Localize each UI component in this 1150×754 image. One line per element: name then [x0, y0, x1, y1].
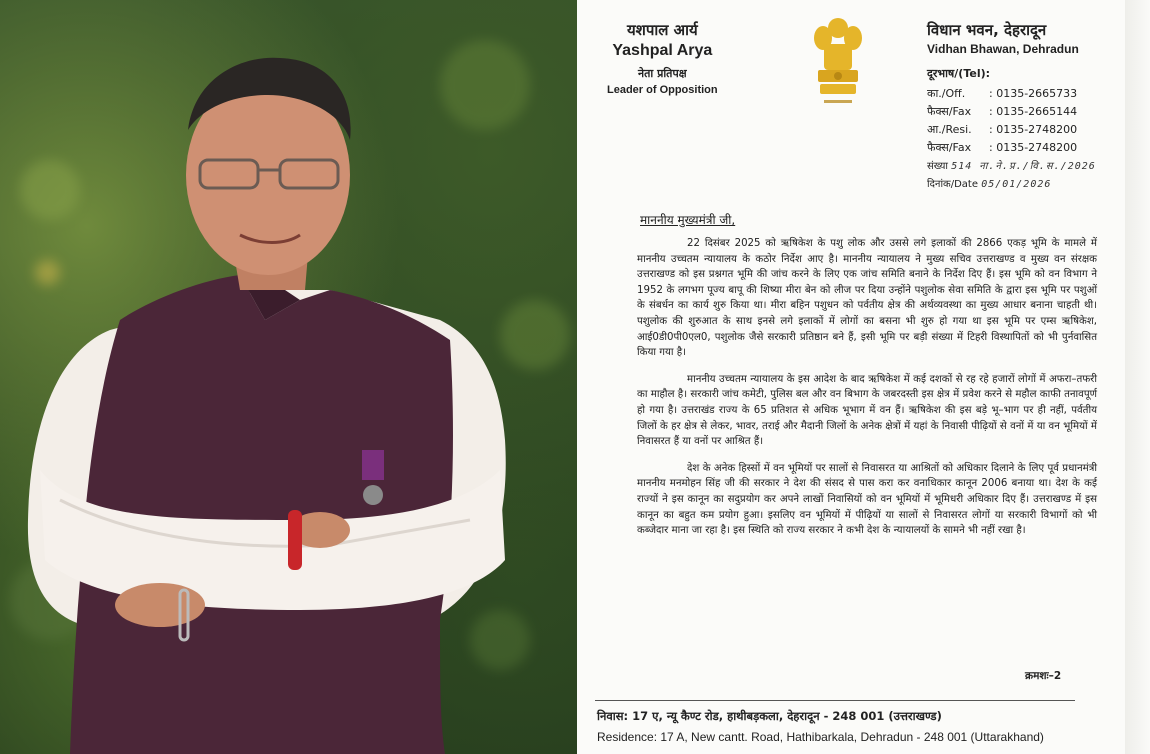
date-value: 05/01/2026: [981, 179, 1052, 190]
phone-row: [927, 139, 1096, 157]
office-block: [927, 20, 1096, 193]
phone-row: [927, 121, 1096, 139]
letter-body: [637, 236, 1097, 550]
date-line: [927, 177, 1096, 193]
continued-marker: क्रमशः–2: [1025, 670, 1062, 682]
phone-label: आ./Resi.: [927, 123, 972, 136]
tel-label: दूरभाष/(Tel):: [927, 67, 991, 80]
footer-divider: [595, 700, 1075, 701]
sender-position-english: Leader of Opposition: [607, 84, 718, 96]
reference-label: संख्या: [927, 161, 948, 172]
sender-position-hindi: नेता प्रतिपक्ष: [638, 67, 687, 80]
sender-block: [607, 20, 718, 96]
office-place-hindi: विधान भवन, देहरादून: [927, 21, 1047, 39]
body-paragraph: माननीय उच्चतम न्यायालय के इस आदेश के बाद ऋषिकेश में कई दशकों से रह रहे हजारों लोगों में अफरा–तफरी का माहौल है। सरकारी जांच कमेटी, पुलिस बल और वन बिभाग के जबरदस्ती इस क्षेत्र में प्रवेश करने से महौल काफी तनावपूर्ण हो गया है। उत्तराखंड राज्य के 65 प्रतिशत से अधिक भूभाग में वन हैं। ऋषिकेश की इस बड़े भू–भाग पर ही नहीं, पर्वतीय जिलों के हर क्षेत्र से लेकर, भावर, तराई और मैदानी जिलों के अनेक क्षेत्रों में यहां के निवासी पीढ़ियों से वनों में या वन भूमियों में निवासरत हैं या वनों पर आश्रित हैं।: [637, 373, 1097, 448]
address-hindi: निवास: 17 ए, न्यू कैण्ट रोड, हाथीबड़कला, देहरादून - 248 001 (उत्तराखण्ड): [597, 709, 942, 723]
phone-number: : 0135-2665733: [989, 87, 1078, 100]
address-english: Residence: 17 A, New cantt. Road, Hathibarkala, Dehradun - 248 001 (Uttarakhand): [597, 730, 1044, 744]
body-paragraph: 22 दिसंबर 2025 को ऋषिकेश के पशु लोक और उससे लगे इलाकों की 2866 एकड़ भूमि के मामले में माननीय उच्चतम न्यायालय के कठोर निर्देश आए है। माननीय न्यायालय ने मुख्य सचिव उत्तराखण्ड व मुख्य वन संरक्षक उत्तराखण्ड को इस प्रश्नगत भूमि की जांच करने के लिए एक जांच समिति बनाने के निर्देश दिए हैं। इस भूमि को वन विभाग ने 1952 के लगभग पूज्य बापू की शिष्या मीरा बेन को लीज पर दिया उन्होंने पशुलोक सेवा समिति के द्वारा इस भूमि पर पशुओं के संबर्धन का कार्य शुरु किया था। मीरा बहिन पशुधन को पर्वतीय क्षेत्र की अर्थव्यवस्था का मुख्य आधार बनाना चाहती थी। पशुलोक की शुरुआत के साथ इनसे लगे इलाकों में लोगों का बसना भी शुरु हो गया था इस भूमि पर एम्स ऋषिकेश, आई0डी0पी0एल0, पशुलोक जैसे सरकारी प्रतिष्ठान बने हैं, इसी भूमि पर बड़ी संख्या में टिहरी विस्थापितों को भी पुर्नवासित किया गया है।: [637, 238, 1097, 359]
phone-label: फैक्स/Fax: [927, 105, 972, 118]
letter-document: [577, 0, 1125, 754]
page-edge: [1125, 0, 1150, 754]
body-paragraph: देश के अनेक हिस्सों में वन भूमियों पर सालों से निवासरत या आश्रितों को अधिकार दिलाने के लिए पूर्व प्रधानमंत्री माननीय मनमोहन सिंह जी की सरकार ने देश की संसद से पास करा कर वनाधिकार कानून 2006 बनाया था। देश के कई राज्यों ने इस कानून का सदुप्रयोग कर अपने लाखों निवासियों को वन भूमियों में भूमिधरी अधिकार दिए हैं। उत्तराखण्ड में इस कानून का बहुत कम प्रयोग हुआ। इसलिए वन भूमियों में पीढ़ियों या सालों से निवासरत लोगों या सरकारी विभागों को भी कब्जेदार माना जा रहा है। इस स्थिति को राज्य सरकार ने कभी देश के न्यायालयों के सामने भी नहीं रखा है।: [637, 462, 1097, 537]
office-place-english: Vidhan Bhawan, Dehradun: [927, 42, 1079, 56]
phone-row: [927, 103, 1096, 121]
phone-label: फैक्स/Fax: [927, 141, 972, 154]
phone-row: [927, 85, 1096, 103]
sender-name-hindi: यशपाल आर्य: [626, 21, 698, 39]
reference-number: 514 ना.ने.प्र./वि.स./2026: [951, 161, 1096, 172]
state-emblem-icon: [810, 14, 866, 109]
reference-line: [927, 159, 1096, 175]
phone-number: : 0135-2748200: [989, 123, 1078, 136]
salutation: माननीय मुख्यमंत्री जी,: [640, 213, 736, 227]
phone-number: : 0135-2665144: [989, 105, 1078, 118]
sender-name-english: Yashpal Arya: [612, 42, 713, 59]
phone-number: : 0135-2748200: [989, 141, 1078, 154]
phone-label: का./Off.: [927, 87, 966, 100]
date-label: दिनांक/Date: [927, 179, 978, 190]
